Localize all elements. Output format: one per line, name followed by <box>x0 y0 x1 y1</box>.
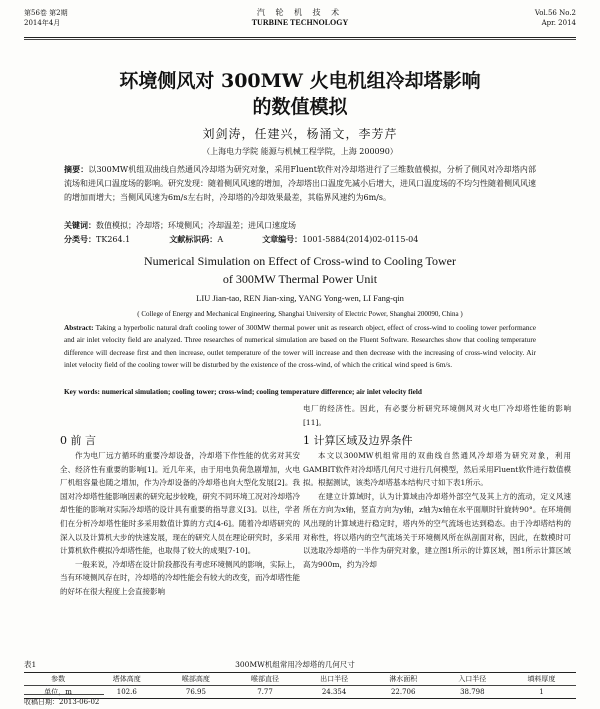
title-en-line2: of 300MW Thermal Power Unit <box>222 272 378 286</box>
running-header <box>24 8 576 36</box>
authors-cn: 刘剑涛，任建兴，杨涌文，李芳芹 <box>202 127 398 141</box>
volume-cn: 第56卷 第2期 <box>24 9 68 17</box>
table-header-cell: 入口半径 <box>458 675 487 683</box>
table-header-row <box>24 673 576 686</box>
section-0-heading: 0 前 言 <box>60 434 96 447</box>
section-0-paragraph: 作为电厂远方循环的重要冷却设备，冷却塔下作性能的优劣对其安全、经济性有重要的影响[1]。近几年来，由于用电负荷急剧增加，火电厂机组容量也随之增加，作为冷却设备的冷却塔也向大型化发展[2]。我国对冷却塔性能影响因素的研究起步较晚，研究不同环境工况对冷却塔冷却性能的影响对实际冷却塔的设计具有重要的指导意义[3]。以往，学者们在分析冷却塔性能时多采用数值计算的方式[4-6]。随着冷却塔研究的深入以及计算机大步的快速发展，现在的研究人员在理论研究时，多采用计算机软件模拟冷却塔性能，也取得了较大的成果[7-10]。 <box>60 451 300 556</box>
table-caption-text: 300MW机组常用冷却塔的几何尺寸 <box>235 660 355 669</box>
table-cell: 38.798 <box>460 688 485 696</box>
affiliation-cn: （上海电力学院 能源与机械工程学院，上海 200090） <box>202 147 398 156</box>
affiliation-en: ( College of Energy and Mechanical Engineering, Shanghai University of Electric Power, Shanghai 200090, China ) <box>137 310 463 318</box>
table-header-cell: 淋水面积 <box>389 675 418 683</box>
section-0-body <box>60 449 300 599</box>
date-en: Apr. 2014 <box>541 19 576 27</box>
section-1-body <box>303 449 571 571</box>
section-1-paragraph: 本文以300MW机组常用的双曲线自然通风冷却塔为研究对象，利用GAMBIT软件对冷却塔几何尺寸进行几何模型，然后采用Fluent软件进行数值模拟。根据测试，该类冷却塔基本结构尺寸如下表1所示。 <box>303 451 571 488</box>
table-1 <box>24 672 576 699</box>
table-header-cell: 参数 <box>51 675 66 683</box>
title-cn-line1: 环境侧风对 300MW 火电机组冷却塔影响 <box>119 70 481 92</box>
abstract-en <box>64 322 536 372</box>
header-right <box>535 8 576 28</box>
abstract-cn <box>64 162 536 205</box>
table-cell: 1 <box>539 688 544 696</box>
table-cell: 22.706 <box>390 688 416 696</box>
table-header-cell: 出口半径 <box>320 675 349 683</box>
article-number-label: 文章编号： <box>262 234 303 244</box>
section-1-heading: 1 计算区域及边界条件 <box>303 434 413 447</box>
keywords-cn-label: 关键词： <box>64 220 96 230</box>
table-cell: 7.77 <box>257 688 273 696</box>
header-rule <box>24 37 576 38</box>
keywords-en-text: numerical simulation; cooling tower; cross-wind; cooling temperature difference; air inlet velocity field <box>101 387 422 396</box>
journal-en: TURBINE TECHNOLOGY <box>251 18 349 27</box>
abstract-cn-text: 以300MW机组双曲线自然通风冷却塔为研究对象，采用Fluent软件对冷却塔进行了三维数值模拟，分析了侧风对冷却塔内部流场和进风口温度场的影响。研究发现：随着侧风风速的增加，冷却塔出口温度先减小后增大，进风口温度场的不均匀性随着侧风风速的增加而增大；当侧风风速为6m/s左右时，冷却塔的冷却效果最差，其临界风速约为6m/s。 <box>64 165 536 202</box>
abstract-en-label: Abstract: <box>64 323 94 332</box>
volume-en: Vol.56 No.2 <box>534 9 576 17</box>
title-cn-line2: 的数值模拟 <box>252 96 348 118</box>
table-header-cell: 喉部直径 <box>250 675 279 683</box>
date-cn: 2014年4月 <box>24 19 61 27</box>
received-date-footnote: 收稿日期：2013-06-02 <box>24 698 100 706</box>
header-rule-thin <box>24 39 576 40</box>
table-header-cell: 喉部高度 <box>181 675 210 683</box>
footnote-rule <box>24 694 104 695</box>
clc-value: TK264.1 <box>96 235 131 244</box>
table-cell: 24.354 <box>321 688 347 696</box>
section-0-paragraph: 一般来说，冷却塔在设计阶段都没有考虑环境侧风的影响，实际上，当有环境侧风存在时，冷却塔的冷却性能会有较大的改变，而冷却塔性能的好坏在很大程度上会直接影响 <box>60 559 300 596</box>
abstract-en-text: Taking a hyperbolic natural draft cooling tower of 300MW thermal power unit as research object, effect of cross-wind to cooling tower performance and air inlet velocity field are analyzed. Three researches of numerical simulation are based on the Fluent Software. Researches show that cooling temperature difference will decrease first and then increase, outlet temperature of the tower will increase and then decrease with the increasing of cross-wind velocity. Air inlet velocity field of the cooling tower will be disturbed by the existence of the cross-wind, of which the critical wind speed is 6m/s. <box>64 323 537 370</box>
table-header-cell: 填料厚度 <box>527 675 556 683</box>
table-header-cell: 塔体高度 <box>112 675 141 683</box>
table-number: 表1 <box>24 660 37 669</box>
table-cell: 102.6 <box>116 688 137 696</box>
keywords-en <box>64 386 536 398</box>
keywords-cn-text: 数值模拟；冷却塔；环境侧风；冷却温差；进风口速度场 <box>96 221 296 230</box>
table-row <box>24 686 576 699</box>
doc-code-label: 文献标识码： <box>169 234 218 244</box>
journal-cn: 汽 轮 机 技 术 <box>256 8 344 17</box>
abstract-cn-label: 摘要： <box>64 164 89 174</box>
article-number-value: 1001-5884(2014)02-0115-04 <box>302 235 419 244</box>
classification-line <box>64 232 536 247</box>
right-column-intro <box>303 402 571 429</box>
authors-en: LIU Jian-tao, REN Jian-xing, YANG Yong-wen, LI Fang-qin <box>196 293 404 303</box>
title-en-line1: Numerical Simulation on Effect of Cross-wind to Cooling Tower <box>143 254 456 268</box>
section-1-paragraph: 在建立计算域时，认为计算域由冷却塔外部空气及其上方的流动，定义风速所在方向为x轴，竖直方向为y轴，z轴为x轴在水平面顺时针旋转90°。在环境侧风出现的计算域进行稳定时，塔内外的空气流场也达到稳态。由于冷却塔结构的对称性，将以塔内的空气流场关于环境侧风所在纵剖面对称，因此，在数模时可以选取冷却塔的一半作为研究对象，建立图1所示的计算区域，图1所示计算区域高为900m，约为冷却 <box>303 491 571 569</box>
table-cell: 单位，m <box>44 688 72 696</box>
table-cell: 76.95 <box>185 688 206 696</box>
keywords-cn <box>64 218 536 233</box>
clc-label: 分类号： <box>64 234 96 244</box>
header-center <box>24 8 576 28</box>
keywords-en-label: Key words: <box>64 387 100 396</box>
doc-code-value: A <box>217 235 224 244</box>
intro-continuation: 电厂的经济性。因此，有必要分析研究环境侧风对火电厂冷却塔性能的影响[11]。 <box>303 404 571 427</box>
